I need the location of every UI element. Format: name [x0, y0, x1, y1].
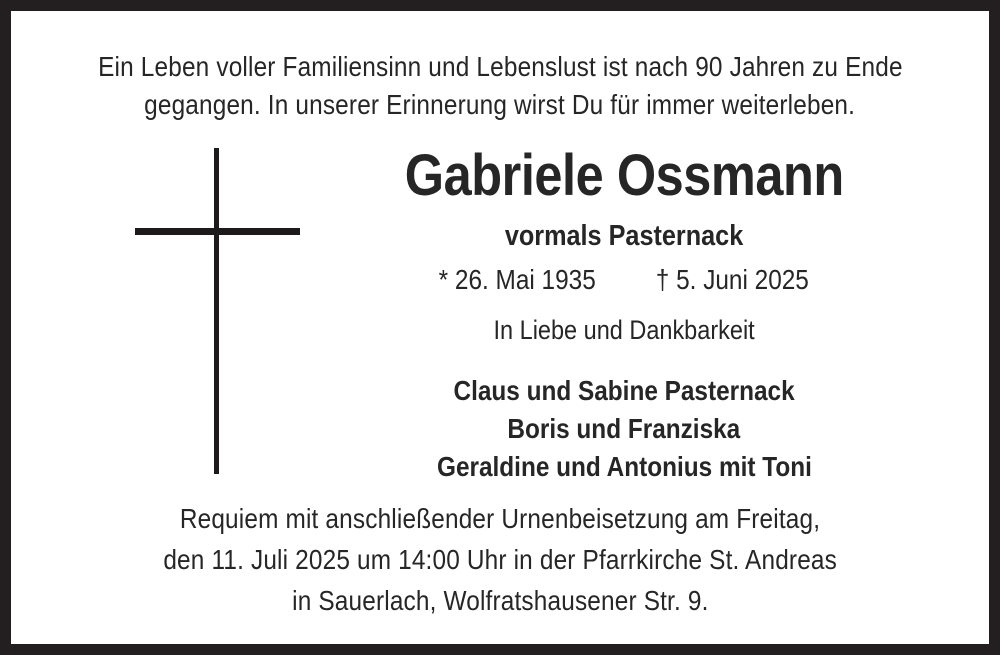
intro-line: gegangen. In unserer Erinnerung wirst Du für immer weiterleben. [144, 89, 856, 120]
former-name: vormals Pasternack [504, 220, 744, 252]
service-info [11, 498, 989, 621]
deceased-name: Gabriele Ossmann [404, 143, 844, 208]
mourners-list [409, 372, 840, 486]
death-date: † 5. Juni 2025 [656, 264, 810, 295]
mourner-name: Geraldine und Antonius mit Toni [436, 451, 812, 482]
intro-text [11, 48, 989, 124]
intro-line: Ein Leben voller Familiensinn und Lebenslust ist nach 90 Jahren zu Ende [97, 51, 903, 82]
life-dates [439, 263, 809, 297]
mourner-name: Boris und Franziska [507, 413, 741, 444]
service-line: den 11. Juli 2025 um 14:00 Uhr in der Pfarrkirche St. Andreas [163, 544, 837, 575]
mourner-name: Claus und Sabine Pasternack [453, 375, 795, 406]
tribute-line: In Liebe und Dankbarkeit [493, 315, 755, 345]
service-line: in Sauerlach, Wolfratshausener Str. 9. [291, 585, 709, 616]
birth-date: * 26. Mai 1935 [438, 264, 597, 295]
service-line: Requiem mit anschließender Urnenbeisetzung am Freitag, [179, 503, 821, 534]
cross-vertical-beam [214, 148, 219, 474]
deceased-section [249, 145, 999, 486]
